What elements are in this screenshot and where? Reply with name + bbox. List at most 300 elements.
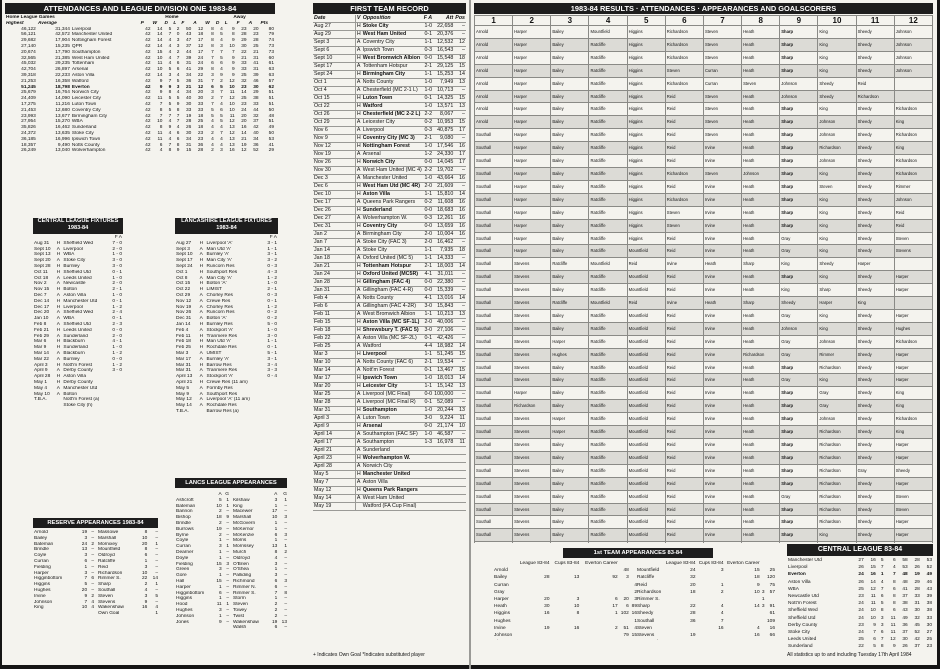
division-row-cell: 20 bbox=[197, 90, 204, 96]
first-team-cell: Chesterfield (MC 2-1 L) bbox=[362, 87, 423, 95]
first-team-cell: A bbox=[356, 255, 361, 261]
division-row-cell: 42 bbox=[145, 55, 151, 61]
lancs-app-row-cell: Dearner bbox=[176, 549, 194, 555]
lineup-cell: Mountfield bbox=[627, 516, 665, 529]
division-row-cell: 8 bbox=[232, 32, 235, 38]
first-team-cell: 3-0 bbox=[424, 327, 433, 333]
lineup-cell: Sheedy bbox=[856, 309, 894, 322]
first-team-cell: Dec 17 bbox=[313, 199, 355, 207]
division-row-cell: Leicester City bbox=[71, 96, 101, 102]
lineup-cell: Bailey bbox=[551, 400, 589, 413]
lineup-cell: Heath bbox=[742, 271, 780, 284]
central-fixture-row-cell: Sunderland bbox=[63, 333, 88, 339]
first-team-app-row-cell: Sharp bbox=[637, 604, 650, 610]
lineup-cell: Bailey bbox=[551, 477, 589, 490]
lineup-row bbox=[475, 90, 933, 103]
division-row-cell: 42 bbox=[145, 32, 151, 38]
lancs-app-row-cell: Green bbox=[176, 567, 190, 573]
first-team-app-row-cell bbox=[580, 567, 618, 574]
central-league-row bbox=[787, 615, 933, 622]
first-team-cell: Stoke City bbox=[362, 247, 423, 255]
lineup-cell: Reid bbox=[894, 219, 932, 232]
division-row-cell: 21 bbox=[253, 49, 259, 55]
lineup-cell: Southall bbox=[475, 477, 513, 490]
lineup-cell: Higgins bbox=[627, 90, 665, 103]
first-team-app-row-cell: 13 bbox=[573, 575, 580, 581]
first-team-app-row-cell: 1 bbox=[720, 582, 724, 588]
lancs-app-row-cell: Fielding bbox=[176, 561, 193, 567]
lineup-cell: Irvine bbox=[703, 348, 741, 361]
division-row-cell: 5 bbox=[220, 113, 223, 119]
division-row-cell: 4 bbox=[168, 136, 172, 142]
first-team-cell: A bbox=[356, 399, 361, 405]
lancs-app-row-cell: – bbox=[284, 509, 287, 515]
first-team-cell: – bbox=[454, 47, 466, 55]
first-team-cell: 14,045 bbox=[433, 159, 454, 167]
lineup-cell: Harper bbox=[513, 167, 551, 180]
first-team-cell: Aston Villa (MC SF-2L) bbox=[362, 335, 423, 343]
reserve-app-row-cell: 3 bbox=[84, 570, 88, 576]
lineup-cell: Stevens bbox=[513, 284, 551, 297]
lineup-cell: Harper bbox=[513, 64, 551, 77]
central-league-row-cell: Nott'm Forest bbox=[788, 601, 817, 607]
lineup-cell: Steven bbox=[894, 232, 932, 245]
division-row-cell: 4 bbox=[168, 55, 172, 61]
lineup-cell: Sheedy bbox=[856, 503, 894, 516]
division-row-cell: 8 bbox=[176, 142, 180, 148]
first-team-row bbox=[313, 303, 466, 311]
first-team-cell: 0-2 bbox=[424, 119, 433, 125]
lancs-app-row-cell: 13 bbox=[272, 544, 278, 550]
first-team-cell: H bbox=[356, 135, 361, 141]
division-header-cell: L bbox=[173, 20, 177, 26]
lancs-fixture-row-cell: Nov 19 bbox=[176, 304, 192, 310]
division-row-cell: 2 bbox=[211, 148, 214, 154]
lineup-cell: Ratcliffe bbox=[589, 232, 627, 245]
first-team-cell: Sept 17 bbox=[313, 63, 355, 71]
division-row-cell: 5 bbox=[168, 107, 172, 113]
lancs-fixture-row-cell: Jan 14 bbox=[176, 321, 191, 327]
first-team-app-row bbox=[493, 625, 638, 632]
first-team-app-row-cell: 17 bbox=[612, 604, 618, 610]
reserve-app-row-cell: 3 bbox=[144, 564, 148, 570]
lineup-cell: Steven bbox=[665, 219, 703, 232]
first-team-cell bbox=[454, 447, 466, 455]
division-row-cell: 4 bbox=[220, 26, 223, 32]
lineup-cell: Reid bbox=[894, 206, 932, 219]
lineup-cell: Southall bbox=[475, 193, 513, 206]
first-team-cell: Dec 26 bbox=[313, 207, 355, 215]
reserve-app-row-cell: – bbox=[91, 553, 94, 559]
lineup-cell: Sharp bbox=[780, 64, 818, 77]
first-team-cell: – bbox=[454, 287, 466, 295]
first-team-app-row-cell: 79 bbox=[623, 633, 629, 639]
first-team-cell: A bbox=[356, 495, 361, 501]
lineup-cell: Stevens bbox=[513, 451, 551, 464]
central-league-row-cell: 38 bbox=[926, 608, 932, 614]
lineup-cell: Gray bbox=[780, 374, 818, 387]
lineup-cell: Richardson bbox=[818, 464, 856, 477]
lancs-app-row bbox=[175, 620, 230, 626]
central-league-row-cell: Newcastle Utd bbox=[788, 594, 819, 600]
division-row-cell: 5 bbox=[168, 96, 172, 102]
lineup-cell: Mountfield bbox=[627, 284, 665, 297]
lineup-cell: Harper bbox=[513, 219, 551, 232]
first-team-app-row-cell bbox=[515, 589, 550, 596]
first-team-cell: 31,011 bbox=[433, 271, 454, 279]
division-row-cell: 24,409 bbox=[21, 96, 36, 102]
first-team-app-row-cell: 57 bbox=[769, 589, 775, 595]
reserve-app-row-cell: Hughes bbox=[34, 587, 51, 593]
lancs-fixture-row-cell: A bbox=[199, 298, 203, 304]
division-row-cell: 4 bbox=[220, 136, 223, 142]
first-team-cell: – bbox=[454, 255, 466, 263]
lancs-fixture-row-cell: Nov 26 bbox=[176, 310, 192, 316]
reserve-app-row-cell: 13 bbox=[81, 547, 88, 553]
lancs-app-row-cell: – bbox=[226, 584, 229, 590]
division-row-cell: 7 bbox=[168, 113, 172, 119]
division-row-cell: 12 bbox=[197, 43, 204, 49]
lineup-cell: Heath bbox=[742, 439, 780, 452]
lineup-cell: Richardson bbox=[894, 155, 932, 168]
first-team-app-row bbox=[493, 596, 638, 603]
first-team-app-row bbox=[493, 632, 638, 639]
lineup-cell: Heath bbox=[742, 361, 780, 374]
first-team-cell: 15,810 bbox=[433, 191, 454, 199]
lineup-cell bbox=[742, 542, 780, 543]
lineup-cell: Ratcliffe bbox=[589, 387, 627, 400]
lineup-cell: Higgins bbox=[627, 155, 665, 168]
first-team-app-row-cell: 3 bbox=[634, 597, 637, 603]
first-team-row bbox=[313, 495, 466, 503]
lineup-cell: Ratcliffe bbox=[589, 464, 627, 477]
lineup-cell: Irvine bbox=[703, 490, 741, 503]
lineup-cell: Stevens bbox=[513, 426, 551, 439]
central-league-row-cell: 46 bbox=[926, 579, 932, 585]
lineup-cell: Bailey bbox=[551, 64, 589, 77]
central-league-row-cell: 33 bbox=[914, 594, 920, 600]
lineup-cell bbox=[589, 542, 627, 543]
lineup-cell: Sharp bbox=[780, 426, 818, 439]
central-fixture-row-cell: H bbox=[56, 374, 61, 380]
lineup-cell: Heath bbox=[742, 90, 780, 103]
lineup-cell: King bbox=[856, 297, 894, 310]
lancs-fixture-row-cell: Mar 17 bbox=[176, 356, 191, 362]
first-team-row bbox=[313, 455, 466, 463]
lancs-app-row-cell: Bannon bbox=[176, 509, 193, 515]
first-team-row bbox=[313, 247, 466, 255]
first-team-cell: 1-2 bbox=[424, 151, 433, 157]
lancs-app-row-cell: Towey bbox=[233, 607, 247, 613]
lineup-cell: Higgins bbox=[627, 219, 665, 232]
division-row-cell: 14 bbox=[157, 72, 163, 78]
first-team-row bbox=[313, 359, 466, 367]
lineup-cell: Reid bbox=[665, 284, 703, 297]
reserve-app-row-cell: 19 bbox=[81, 530, 88, 535]
division-row-cell: 5 bbox=[211, 107, 214, 113]
lancs-fixture-row-cell: Stockport 'A' bbox=[206, 327, 234, 333]
first-team-cell: – bbox=[454, 135, 466, 143]
first-team-cell: 10,953 bbox=[433, 119, 454, 127]
lineup-cell: Heath bbox=[742, 309, 780, 322]
central-league-row-cell: 49 bbox=[926, 572, 932, 578]
first-team-cell: Dec 31 bbox=[313, 223, 355, 231]
lancs-app-row-cell: 3 bbox=[284, 578, 287, 584]
lineup-cell bbox=[627, 542, 665, 543]
lancs-app-row-cell: – bbox=[226, 573, 229, 579]
lineup-cell: Mountfield bbox=[627, 361, 665, 374]
lineup-cell: Ratcliffe bbox=[589, 451, 627, 464]
division-row-cell: 9 bbox=[168, 125, 172, 131]
central-fixture-row-cell: 3 - 0 bbox=[112, 263, 122, 269]
lineup-cell: Heath bbox=[703, 297, 741, 310]
division-row-cell: 24 bbox=[197, 55, 204, 61]
lineup-row bbox=[475, 142, 933, 155]
lineup-cell: Mountfield bbox=[589, 258, 627, 271]
lineup-cell: Higgins bbox=[627, 26, 665, 39]
lancs-app-row-cell: – bbox=[226, 578, 229, 584]
central-league-row-cell: 37 bbox=[902, 630, 908, 636]
lineup-cell: Ratcliffe bbox=[589, 64, 627, 77]
reserve-app-row-cell: 1 bbox=[155, 541, 158, 547]
reserve-app-row-cell: 2 bbox=[91, 593, 94, 599]
lineup-cell bbox=[856, 542, 894, 543]
lineup-cell: Irvine bbox=[703, 451, 741, 464]
first-team-cell: 4-1 bbox=[424, 271, 433, 277]
lineup-cell: Heath bbox=[742, 219, 780, 232]
division-row-cell: 7 bbox=[168, 32, 172, 38]
central-league-row-cell: 12 bbox=[870, 586, 876, 592]
central-fixture-row-cell: 1 - 0 bbox=[112, 292, 122, 298]
lineup-row bbox=[475, 77, 933, 90]
first-team-app-row-cell: Everton Career bbox=[727, 561, 760, 566]
first-team-row bbox=[313, 319, 466, 327]
central-fixtures-table bbox=[33, 235, 123, 505]
first-team-cell: Oct 29 bbox=[313, 119, 355, 127]
first-team-app-row-cell: 18 bbox=[690, 589, 696, 595]
lineup-cell: Sharp bbox=[780, 206, 818, 219]
lineup-cell: Sheedy bbox=[856, 477, 894, 490]
central-league-row-cell: 23 bbox=[858, 622, 864, 628]
central-fixture-row-cell: Derby County bbox=[63, 379, 93, 385]
division-row-cell: 3 bbox=[211, 90, 214, 96]
division-row-cell: 7 bbox=[168, 142, 172, 148]
lancs-fixture-row-cell: H bbox=[199, 258, 204, 264]
lancs-app-row-cell: – bbox=[284, 538, 287, 544]
division-row-cell: Nottingham Forest bbox=[71, 38, 112, 44]
lineup-cell: Heath bbox=[742, 335, 780, 348]
first-team-cell: 18,003 bbox=[433, 263, 454, 271]
first-team-cell: – bbox=[454, 399, 466, 407]
central-fixture-row-cell: WBA bbox=[63, 252, 75, 258]
lancs-app-row-cell: Doyle bbox=[176, 555, 189, 561]
lancs-fixture-row-cell: Sept 17 bbox=[176, 258, 193, 264]
lineup-cell: Harper bbox=[513, 116, 551, 129]
lancs-fixtures-title: LANCASHIRE LEAGUE FIXTURES 1983-84 bbox=[175, 218, 278, 234]
lineup-cell: Irvine bbox=[703, 180, 741, 193]
division-row-cell: 7 bbox=[159, 113, 163, 119]
first-team-cell: 2-1 bbox=[424, 263, 433, 269]
first-team-cell: A bbox=[356, 87, 361, 93]
central-fixture-row-cell: 2 - 1 bbox=[112, 287, 122, 293]
division-row-cell: 10 bbox=[229, 101, 235, 107]
division-row-cell: 17 bbox=[197, 49, 204, 55]
reserve-app-row-cell: – bbox=[91, 547, 94, 553]
first-team-cell: 0-1 bbox=[424, 399, 433, 405]
lineup-cell: Southall bbox=[475, 413, 513, 426]
division-row-cell: 10 bbox=[157, 67, 163, 73]
reserve-app-row-cell: – bbox=[155, 599, 158, 605]
division-header-cell: L bbox=[224, 20, 228, 26]
central-league-row-cell: 6 bbox=[892, 586, 896, 592]
division-row-cell: 9 bbox=[232, 61, 235, 67]
lineup-cell: Heath bbox=[742, 284, 780, 297]
first-team-app-row-cell: 6 bbox=[615, 597, 618, 603]
lancs-fixture-row-cell: A bbox=[199, 246, 203, 252]
lineup-row bbox=[475, 529, 933, 542]
division-row-cell: 13 bbox=[229, 142, 235, 148]
lineup-cell: Ratcliffe bbox=[589, 348, 627, 361]
first-team-cell: 42,426 bbox=[433, 335, 454, 343]
lineup-cell: Irvine bbox=[665, 297, 703, 310]
lineup-cell: Mountfield bbox=[627, 348, 665, 361]
first-team-header-cell: Att bbox=[433, 15, 454, 23]
division-header-cell: F bbox=[236, 20, 240, 26]
first-team-row bbox=[313, 263, 466, 271]
first-team-app-row bbox=[493, 560, 638, 567]
division-row-cell: 51 bbox=[268, 90, 274, 96]
lancs-app-row-cell: Richmond bbox=[233, 578, 255, 584]
division-header-cell: A bbox=[248, 20, 253, 26]
division-row-cell: 6 bbox=[176, 136, 180, 142]
central-league-row-cell: Sunderland bbox=[788, 644, 813, 649]
first-team-app-row bbox=[636, 632, 776, 639]
first-team-cell: 18,683 bbox=[433, 207, 454, 215]
first-team-app-row-cell bbox=[551, 567, 581, 574]
division-row-cell: 21 bbox=[185, 84, 192, 90]
first-team-cell: – bbox=[454, 111, 466, 119]
first-team-row bbox=[313, 127, 466, 135]
division-row-cell: 30 bbox=[253, 84, 259, 90]
first-team-cell: Mar 10 bbox=[313, 359, 355, 367]
lineup-cell: Mountfield bbox=[627, 503, 665, 516]
reserve-apps-col2 bbox=[97, 530, 159, 640]
division-row-cell: 36 bbox=[185, 78, 192, 84]
first-team-cell: 1-1 bbox=[424, 247, 433, 253]
lineup-cell: Harper bbox=[513, 155, 551, 168]
lineup-cell: Sheedy bbox=[818, 258, 856, 271]
first-team-cell: Jan 18 bbox=[313, 255, 355, 263]
lineup-cell: Sheedy bbox=[818, 77, 856, 90]
lancs-fixture-row bbox=[175, 409, 278, 415]
division-row-cell: 33 bbox=[185, 107, 192, 113]
central-fixture-row-cell: May 1 bbox=[34, 379, 48, 385]
lineup-row bbox=[475, 129, 933, 142]
central-fixture-row-cell: A bbox=[56, 281, 60, 287]
first-team-app-row-cell bbox=[551, 639, 581, 640]
first-team-cell: Mar 17 bbox=[313, 375, 355, 383]
central-fixture-row-cell: Blackburn bbox=[63, 350, 85, 356]
lineup-cell: Sheedy bbox=[856, 322, 894, 335]
lineup-cell: Harper bbox=[894, 439, 932, 452]
lineup-cell: Stevens bbox=[894, 245, 932, 258]
lancs-app-row-cell: 2 bbox=[274, 602, 278, 608]
lineup-cell: Harper bbox=[513, 26, 551, 39]
lineup-cell: Heath bbox=[742, 64, 780, 77]
lineup-cell: Sharp bbox=[780, 180, 818, 193]
central-league-row-cell: 24 bbox=[858, 608, 864, 614]
lancs-app-row-cell: Rimmer S. bbox=[233, 590, 256, 596]
first-team-app-row bbox=[493, 618, 638, 625]
first-team-app-row bbox=[636, 560, 776, 567]
central-fixture-row-cell bbox=[33, 403, 56, 409]
first-team-app-row-cell: 120 bbox=[766, 575, 775, 581]
division-row-cell: 73 bbox=[268, 49, 274, 55]
first-team-cell: Liverpool (MC Final R) bbox=[362, 399, 423, 407]
division-row-cell: Aston Villa bbox=[71, 72, 95, 78]
lancs-fixture-row-cell: 2 - 1 bbox=[267, 287, 277, 293]
lineup-cell: Southall bbox=[475, 258, 513, 271]
lineup-cell: Mountfield bbox=[627, 387, 665, 400]
first-team-app-row-cell: Southall bbox=[637, 618, 655, 624]
lancs-app-row-cell: 6 bbox=[274, 625, 278, 631]
first-team-row bbox=[313, 479, 466, 487]
lineup-cell: Reid bbox=[665, 348, 703, 361]
first-team-app-row-cell: 6 bbox=[626, 604, 629, 610]
first-team-cell bbox=[433, 495, 454, 503]
first-team-cell: A bbox=[356, 431, 361, 437]
lineup-cell: Sheedy bbox=[856, 439, 894, 452]
first-team-row bbox=[313, 103, 466, 111]
lineup-cell: Mountfield bbox=[627, 529, 665, 542]
lineup-cell: Harper bbox=[513, 38, 551, 51]
central-league-row-cell: 10 bbox=[870, 615, 876, 621]
central-league-row-cell: 6 bbox=[892, 558, 896, 563]
first-team-cell: H bbox=[356, 423, 361, 429]
central-league-row bbox=[787, 557, 933, 564]
division-row-cell: 15 bbox=[157, 49, 163, 55]
lineup-cell: Higgins bbox=[627, 38, 665, 51]
first-team-cell: 16 bbox=[454, 215, 466, 223]
lineup-cell: Johnson bbox=[780, 322, 818, 335]
lancs-app-row-cell: 3 bbox=[219, 607, 222, 613]
lineup-cell: Reid bbox=[665, 180, 703, 193]
lancs-app-row-cell: 2 bbox=[219, 520, 222, 526]
first-team-cell: 7,949 bbox=[433, 79, 454, 87]
reserve-app-row-cell: 6 bbox=[91, 576, 94, 582]
central-fixture-row-cell: Leeds United bbox=[63, 327, 92, 333]
first-team-cell: 13,571 bbox=[433, 103, 454, 111]
division-row-cell: 12 bbox=[229, 130, 235, 136]
first-team-cell: A bbox=[356, 295, 361, 301]
first-team-cell: 2-2 bbox=[424, 167, 433, 173]
lineup-cell: King bbox=[818, 26, 856, 39]
first-team-cell: 1-1 bbox=[424, 311, 433, 317]
lineup-cell: Steven bbox=[894, 490, 932, 503]
division-row-cell: 6 bbox=[211, 84, 214, 90]
first-team-app-row-cell: League 83-84 bbox=[519, 561, 550, 566]
central-fixture-row-cell: 2 - 3 bbox=[112, 321, 122, 327]
right-footer-note: All statistics up to and including Tuesday 17th April 1984 bbox=[787, 652, 912, 658]
division-row-cell: 9 bbox=[232, 72, 235, 78]
lineup-cell: Richardson bbox=[742, 348, 780, 361]
first-team-cell: Mar 28 bbox=[313, 399, 355, 407]
first-team-cell: Tottenham Hotspur bbox=[362, 63, 423, 71]
first-team-cell: H bbox=[356, 71, 361, 77]
first-team-cell: Oct 26 bbox=[313, 111, 355, 119]
reserve-app-row-cell: – bbox=[155, 535, 158, 541]
lineup-cell: Higgins bbox=[627, 129, 665, 142]
